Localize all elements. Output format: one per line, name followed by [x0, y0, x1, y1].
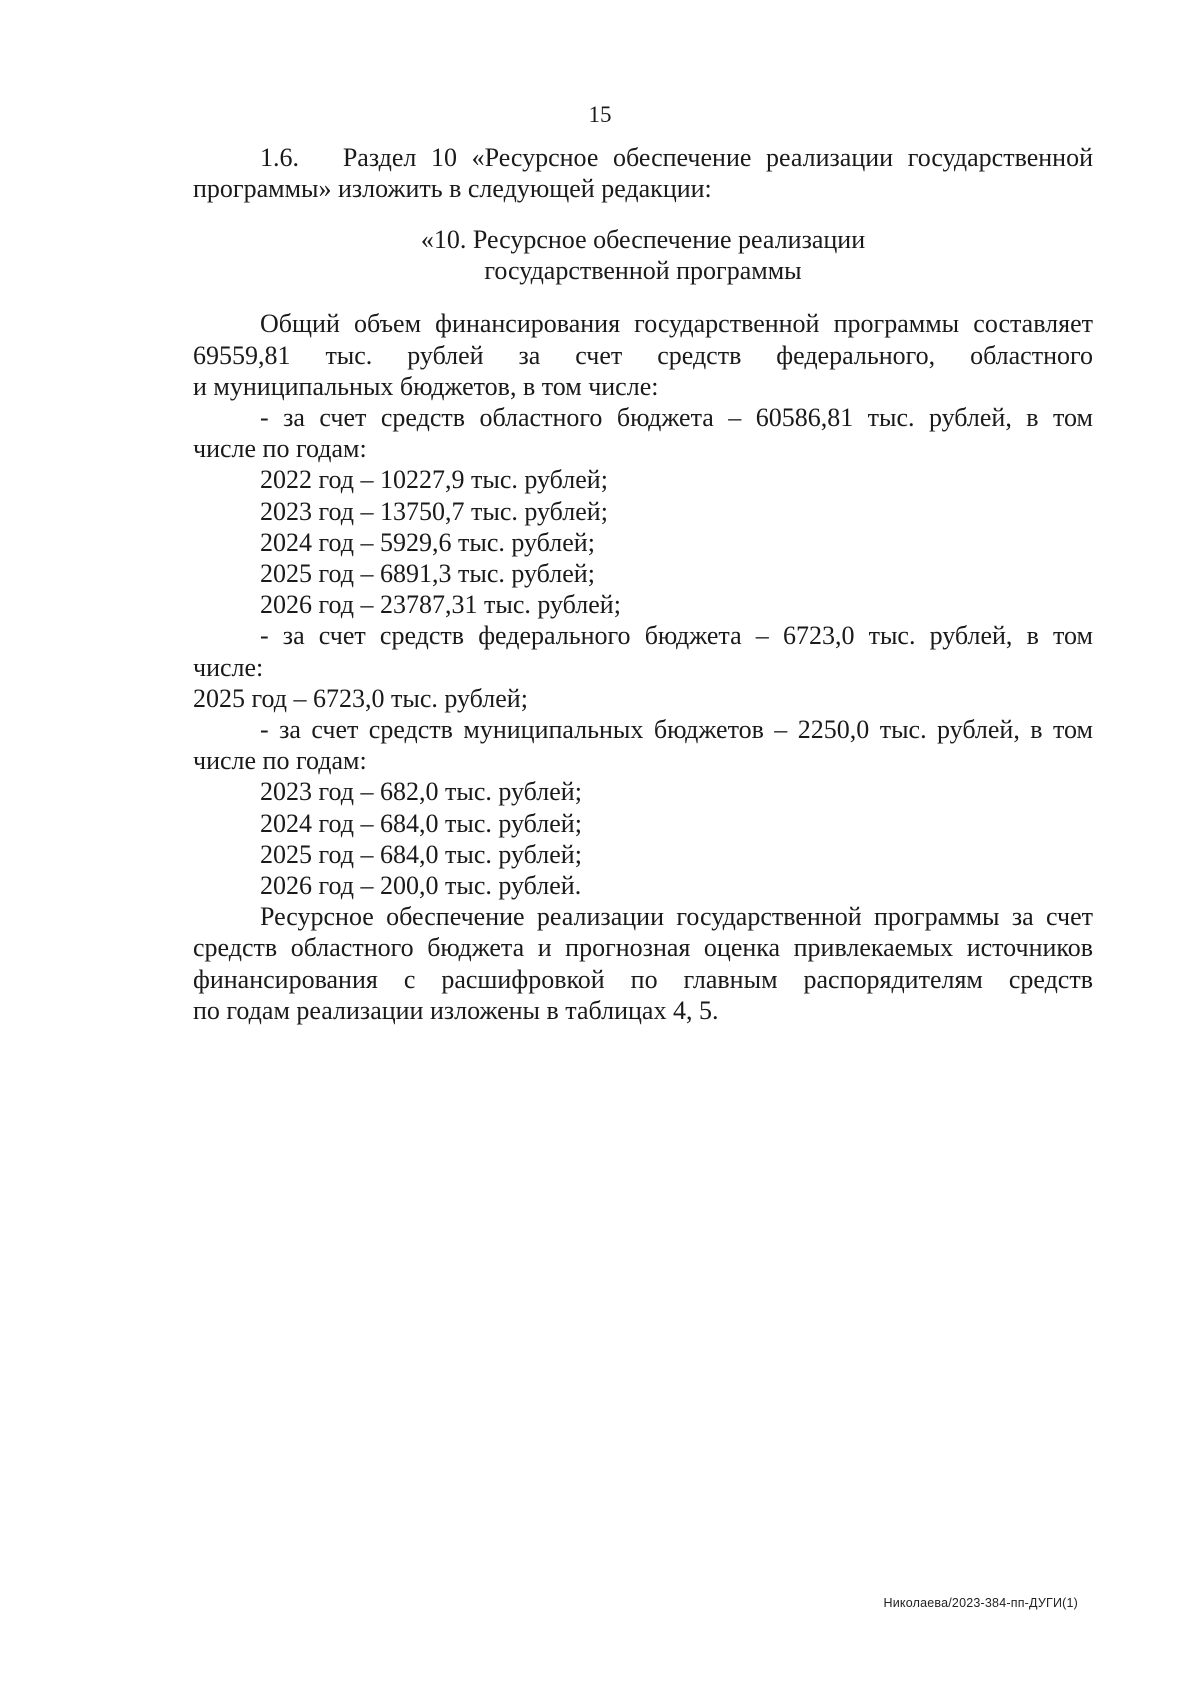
- regional-line: числе по годам:: [193, 434, 367, 464]
- intro-paragraph: [193, 142, 1093, 204]
- regional-budget-block: [193, 402, 1093, 620]
- section-heading: [193, 224, 1093, 286]
- page-number: 15: [588, 102, 612, 127]
- document-body: [193, 142, 1093, 1026]
- total-line: Общий объем финансирования государственной программы составляет: [260, 309, 1093, 339]
- closing-paragraph: [193, 901, 1093, 1026]
- municipal-year-item: 2024 год – 684,0 тыс. рублей;: [260, 808, 582, 838]
- federal-line: числе:: [193, 652, 264, 682]
- intro-line: 1.6. Раздел 10 «Ресурсное обеспечение реализации государственной: [260, 143, 1093, 172]
- municipal-budget-block: [193, 714, 1093, 901]
- federal-year-item: 2025 год – 6723,0 тыс. рублей;: [193, 683, 528, 713]
- municipal-year-item: 2025 год – 684,0 тыс. рублей;: [260, 839, 582, 869]
- section-heading-line: государственной программы: [484, 256, 802, 286]
- total-line: и муниципальных бюджетов, в том числе:: [193, 371, 659, 401]
- regional-year-item: 2022 год – 10227,9 тыс. рублей;: [260, 465, 608, 495]
- municipal-line: числе по годам:: [193, 746, 367, 776]
- regional-year-item: 2023 год – 13750,7 тыс. рублей;: [260, 496, 608, 526]
- total-line: 69559,81 тыс. рублей за счет средств федерального, областного: [193, 340, 1093, 370]
- federal-budget-block: [193, 620, 1093, 714]
- section-heading-line: «10. Ресурсное обеспечение реализации: [420, 225, 866, 255]
- regional-year-item: 2026 год – 23787,31 тыс. рублей;: [260, 590, 621, 620]
- federal-line: - за счет средств федерального бюджета – 6723,0 тыс. рублей, в том: [260, 621, 1093, 651]
- closing-line: Ресурсное обеспечение реализации государственной программы за счет: [260, 902, 1093, 932]
- total-funding-paragraph: [193, 308, 1093, 402]
- document-footer-reference: Николаева/2023-384-пп-ДУГИ(1): [883, 1596, 1078, 1610]
- closing-line: финансирования с расшифровкой по главным распорядителям средств: [193, 964, 1093, 994]
- regional-year-item: 2025 год – 6891,3 тыс. рублей;: [260, 559, 595, 589]
- municipal-year-item: 2023 год – 682,0 тыс. рублей;: [260, 777, 582, 807]
- municipal-line: - за счет средств муниципальных бюджетов – 2250,0 тыс. рублей, в том: [260, 715, 1093, 745]
- municipal-year-item: 2026 год – 200,0 тыс. рублей.: [260, 871, 582, 901]
- regional-year-item: 2024 год – 5929,6 тыс. рублей;: [260, 527, 595, 557]
- regional-line: - за счет средств областного бюджета – 60586,81 тыс. рублей, в том: [260, 403, 1093, 433]
- closing-line: средств областного бюджета и прогнозная оценка привлекаемых источников: [193, 933, 1093, 963]
- intro-line: программы» изложить в следующей редакции:: [193, 174, 712, 204]
- closing-line: по годам реализации изложены в таблицах 4, 5.: [193, 995, 719, 1025]
